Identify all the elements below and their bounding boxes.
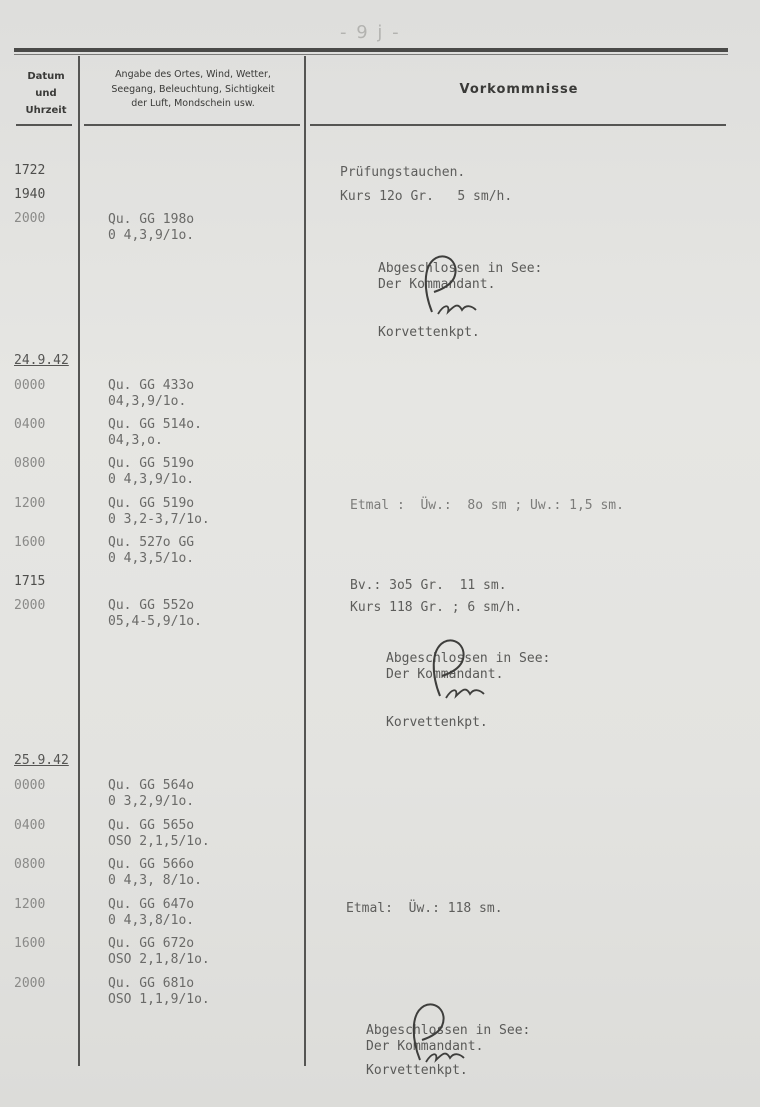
entry-time: 1600 (14, 535, 46, 550)
date-marker: 25.9.42 (14, 753, 69, 768)
entry-time: 1200 (14, 897, 46, 912)
entry-time: 0800 (14, 857, 46, 872)
entry-position: Qu. GG 519o 0 3,2-3,7/1o. (108, 496, 210, 527)
closing-rank: Korvettenkpt. (386, 715, 488, 730)
commander-signature-icon (418, 636, 498, 708)
closing-line-2: Der Kommandant. (386, 667, 504, 682)
entry-time: 0000 (14, 778, 46, 793)
entry-position: Qu. GG 514o. 04,3,o. (108, 417, 202, 448)
entry-position: Qu. GG 433o 04,3,9/1o. (108, 378, 195, 409)
entry-position: Qu. GG 564o 0 3,2,9/1o. (108, 778, 195, 809)
header-location-weather: Angabe des Ortes, Wind, Wetter, Seegang, Beleuchtung, Sichtigkeit der Luft, Mondschein usw. (111, 69, 275, 109)
header-date-time: Datum und Uhrzeit (25, 71, 67, 116)
top-rule-thin (14, 54, 728, 55)
date-marker: 24.9.42 (14, 353, 69, 368)
entry-position: Qu. GG 672o OSO 2,1,8/1o. (108, 936, 210, 967)
entry-time: 2000 (14, 598, 46, 613)
entry-time: 1200 (14, 496, 46, 511)
closing-line-1: Abgeschlossen in See: (386, 651, 551, 666)
entry-position: Qu. 527o GG 0 4,3,5/1o. (108, 535, 195, 566)
entry-time: 1722 (14, 163, 46, 178)
entry-event: Etmal : Üw.: 8o sm ; Uw.: 1,5 sm. (350, 498, 624, 513)
entry-time: 2000 (14, 211, 46, 226)
entry-position: Qu. GG 519o 0 4,3,9/1o. (108, 456, 195, 487)
page-number: - 9 j - (340, 22, 401, 43)
entry-time: 1715 (14, 574, 46, 589)
entry-time: 1600 (14, 936, 46, 951)
entry-position: Qu. GG 566o 0 4,3, 8/1o. (108, 857, 202, 888)
entry-event: Kurs 118 Gr. ; 6 sm/h. (350, 600, 523, 615)
header-underline-1 (16, 124, 72, 126)
header-underline-2 (84, 124, 300, 126)
entry-position: Qu. GG 681o OSO 1,1,9/1o. (108, 976, 210, 1007)
entry-position: Qu. GG 565o OSO 2,1,5/1o. (108, 818, 210, 849)
entry-time: 1940 (14, 187, 46, 202)
closing-line-1: Abgeschlossen in See: (378, 261, 543, 276)
commander-signature-icon (410, 252, 490, 324)
entry-time: 0000 (14, 378, 46, 393)
column-divider-2 (304, 56, 306, 1066)
entry-time: 0400 (14, 417, 46, 432)
column-divider-1 (78, 56, 80, 1066)
entry-event: Etmal: Üw.: 118 sm. (346, 901, 503, 916)
closing-line-1: Abgeschlossen in See: (366, 1023, 531, 1038)
entry-event: Bv.: 3o5 Gr. 11 sm. (350, 578, 507, 593)
entry-time: 0800 (14, 456, 46, 471)
entry-time: 0400 (14, 818, 46, 833)
commander-signature-icon (398, 1000, 478, 1072)
header-underline-3 (310, 124, 726, 126)
top-rule (14, 48, 728, 52)
entry-time: 2000 (14, 976, 46, 991)
entry-position: Qu. GG 198o 0 4,3,9/1o. (108, 212, 195, 243)
entry-event: Kurs 12o Gr. 5 sm/h. (340, 189, 513, 204)
entry-position: Qu. GG 552o 05,4-5,9/1o. (108, 598, 202, 629)
entry-event: Prüfungstauchen. (340, 165, 466, 180)
closing-rank: Korvettenkpt. (366, 1063, 468, 1078)
closing-line-2: Der Kommandant. (378, 277, 496, 292)
entry-position: Qu. GG 647o 0 4,3,8/1o. (108, 897, 195, 928)
closing-line-2: Der Kommandant. (366, 1039, 484, 1054)
closing-rank: Korvettenkpt. (378, 325, 480, 340)
header-events: Vorkommnisse (459, 82, 579, 97)
